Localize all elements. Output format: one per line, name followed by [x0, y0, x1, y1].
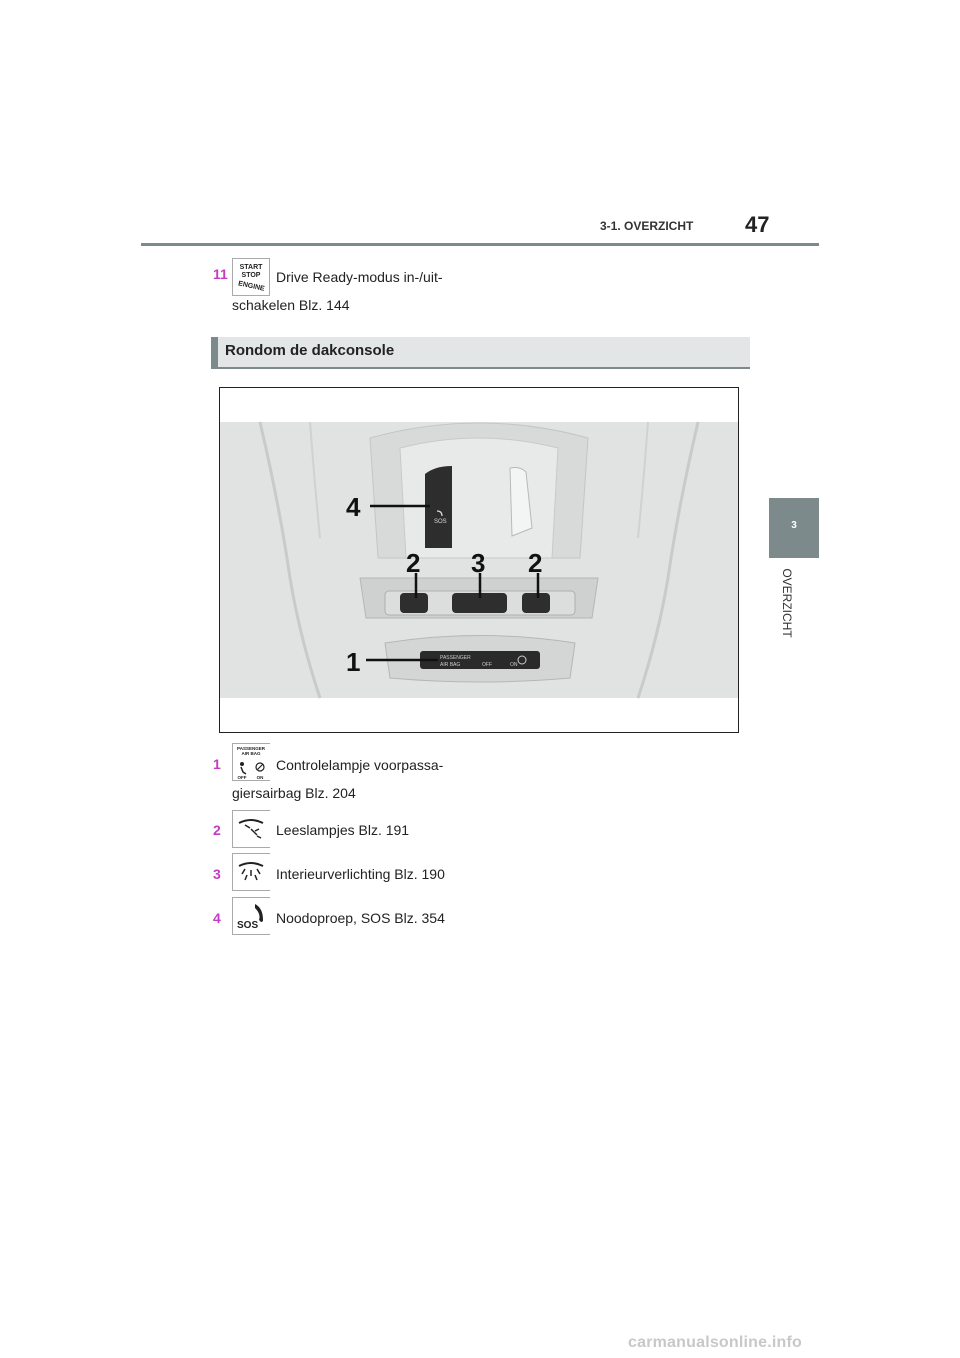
interior-light-icon — [232, 853, 270, 891]
reading-lamp-icon — [232, 810, 270, 848]
subheading-text: Rondom de dakconsole — [225, 342, 395, 359]
entry-number: 11 — [213, 266, 228, 282]
page-number: 47 — [745, 212, 770, 237]
stop-text: STOP — [241, 272, 261, 279]
entry-text-line2: giersairbag Blz. 204 — [232, 785, 356, 801]
section-subheading — [211, 337, 750, 369]
entry-text-line1: Drive Ready-modus in-/uit- — [276, 269, 443, 285]
chapter-tab-number: 3 — [791, 520, 797, 531]
start-text: START — [239, 264, 263, 271]
section-label: 3-1. OVERZICHT — [600, 219, 694, 233]
airbag-icon-on: ON — [256, 775, 264, 780]
sos-call-icon — [232, 897, 270, 935]
watermark: carmanualsonline.info — [628, 1334, 803, 1351]
entry-text-line1: Interieurverlichting Blz. 190 — [276, 866, 445, 882]
reading-lamp-left-button — [400, 593, 428, 613]
engine-text: ENGINE — [237, 280, 266, 293]
chapter-tab-label: OVERZICHT — [780, 568, 794, 638]
header-rule — [141, 243, 819, 246]
airbag-icon-top: PASSENGER — [237, 746, 265, 751]
callout-1: 1 — [346, 647, 361, 677]
entry-number: 3 — [213, 866, 221, 882]
passenger-airbag-indicator-icon — [232, 743, 270, 781]
roof-console-illustration — [220, 388, 738, 732]
callout-4: 4 — [346, 492, 361, 522]
entry-text-line1: Noodoproep, SOS Blz. 354 — [276, 910, 445, 926]
callout-3: 3 — [471, 548, 486, 578]
airbag-on-label: ON — [510, 662, 518, 668]
reading-lamp-right-button — [522, 593, 550, 613]
roof-console-figure — [219, 387, 739, 733]
start-stop-engine-icon — [232, 258, 270, 296]
callout-2-left: 2 — [406, 548, 421, 578]
subheading-bar — [211, 337, 218, 367]
sos-icon-text: SOS — [237, 920, 259, 931]
entry-text-line2: schakelen Blz. 144 — [232, 297, 350, 313]
callout-2-right: 2 — [528, 548, 543, 578]
entry-number: 1 — [213, 756, 221, 772]
airbag-icon-off: OFF — [237, 775, 247, 780]
entry-text-line1: Leeslampjes Blz. 191 — [276, 822, 410, 838]
airbag-off-label: OFF — [482, 662, 492, 668]
sos-label: SOS — [434, 519, 447, 525]
entry-number: 2 — [213, 822, 221, 838]
airbag-label-bottom: AIR BAG — [440, 662, 461, 668]
chapter-tab — [769, 498, 819, 558]
airbag-icon-mid: AIR BAG — [241, 751, 261, 756]
entry-number: 4 — [213, 910, 221, 926]
entry-text-line1: Controlelampje voorpassa- — [276, 757, 444, 773]
airbag-label-top: PASSENGER — [440, 655, 471, 661]
